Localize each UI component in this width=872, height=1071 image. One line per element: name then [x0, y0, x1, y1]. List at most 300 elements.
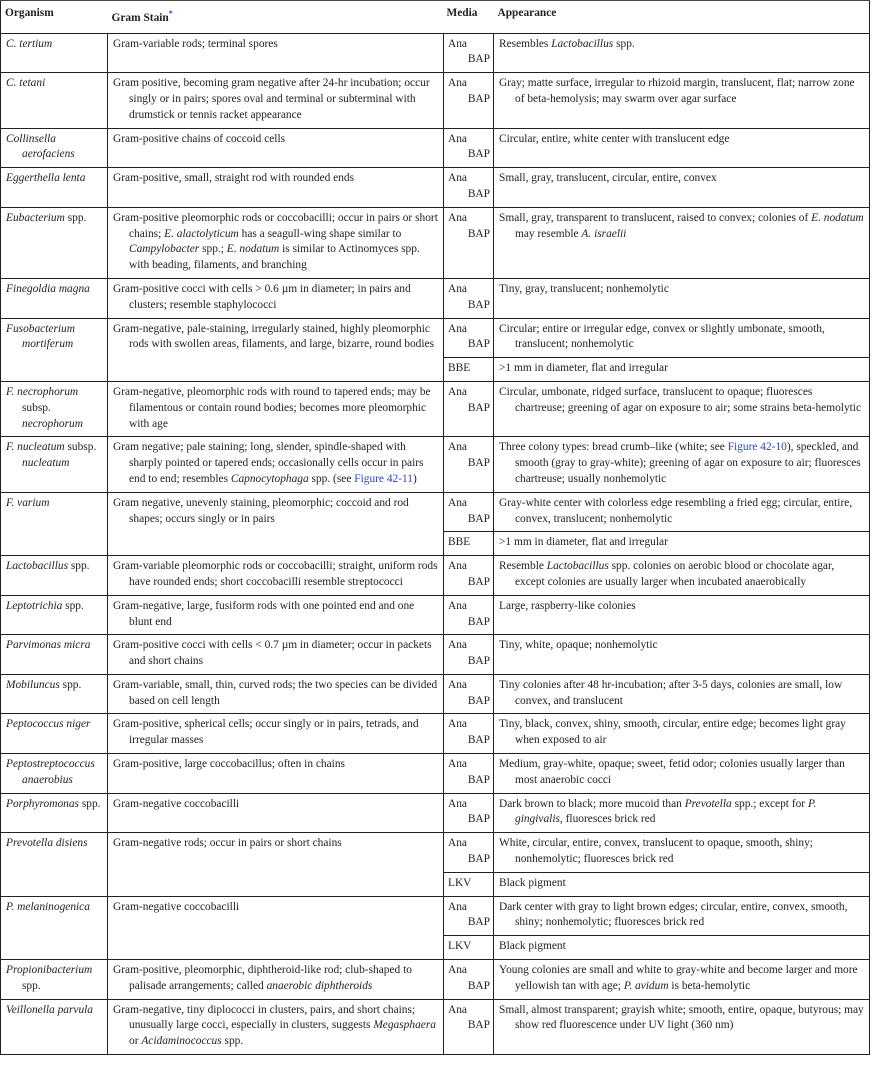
text-run: Gram negative; pale staining; long, slender, spindle-shaped with sharply pointed or tapered ends; occasionally cells occur in pairs end to end; resembles — [113, 441, 424, 485]
italic-text: Leptotrichia — [6, 599, 63, 612]
text-run: or — [129, 1035, 142, 1048]
media-cell — [444, 936, 494, 960]
appearance-text — [499, 171, 865, 187]
gram-stain-cell — [108, 714, 444, 754]
organism-name — [6, 132, 103, 164]
organism-name — [6, 599, 103, 615]
media-cell — [444, 532, 494, 556]
appearance-text — [499, 440, 865, 487]
gram-stain-cell — [108, 492, 444, 555]
appearance-text — [499, 717, 865, 749]
table-row — [1, 168, 870, 208]
appearance-cell — [494, 33, 870, 73]
appearance-cell — [494, 595, 870, 635]
appearance-cell — [494, 381, 870, 436]
gram-stain-text — [113, 638, 439, 670]
media-code: Ana — [448, 77, 467, 90]
appearance-text — [499, 757, 865, 789]
text-run: spp. — [68, 560, 90, 573]
italic-text: E. alactolyticum — [164, 227, 239, 240]
media-code: BAP — [467, 401, 490, 414]
text-run: Gram-positive pleomorphic rods or coccobacilli; occur in pairs or short chains; — [113, 211, 438, 240]
organism-cell — [1, 833, 108, 896]
appearance-text — [499, 559, 865, 591]
gram-stain-text — [113, 599, 439, 631]
text-run: spp. — [59, 678, 82, 691]
italic-text: Lactobacillus — [6, 560, 69, 573]
media-code: BAP — [467, 853, 490, 866]
organism-name — [6, 797, 103, 813]
text-run: Tiny, black, convex, shiny, smooth, circular, entire edge; becomes light gray when exposed to air — [499, 718, 846, 747]
gram-stain-text — [113, 559, 439, 591]
italic-text: Parvimonas micra — [6, 639, 91, 652]
text-run: Gram-positive cocci with cells < 0.7 µm in diameter; occur in packets and short chains — [113, 639, 432, 668]
media-code: BAP — [467, 979, 490, 992]
organism-cell — [1, 754, 108, 794]
media-cell — [444, 896, 494, 936]
appearance-text — [499, 900, 865, 932]
table-row — [1, 381, 870, 436]
media-code: BAP — [467, 187, 490, 200]
media-code: BAP — [467, 734, 490, 747]
media-code: BAP — [467, 53, 490, 66]
media-code: Ana — [448, 1003, 467, 1016]
appearance-text — [499, 836, 865, 868]
italic-text: F. varium — [6, 496, 50, 509]
organism-cell — [1, 318, 108, 381]
media-code: BAP — [467, 512, 490, 525]
table-row — [1, 33, 870, 73]
organism-name — [6, 900, 103, 916]
media-code: BAP — [467, 227, 490, 240]
gram-stain-text — [113, 717, 439, 749]
italic-text: E. nodatum — [226, 243, 280, 256]
media-code: BAP — [467, 694, 490, 707]
text-run: Resembles — [499, 37, 552, 50]
table-row — [1, 793, 870, 833]
organism-name — [6, 559, 103, 575]
gram-stain-text — [113, 37, 439, 53]
organism-cell — [1, 381, 108, 436]
figure-link[interactable]: Figure 42-10 — [727, 441, 787, 454]
text-run: Gram-positive, pleomorphic, diphtheroid-like rod; club-shaped to palisade arrangements; called — [113, 964, 412, 992]
table-row — [1, 896, 870, 936]
text-run: spp.; — [199, 243, 227, 256]
text-run: Circular, umbonate, ridged surface, translucent to opaque; fluoresces chartreuse; greening of agar on exposure to air; some strains beta-hemolytic — [499, 385, 862, 414]
text-run: fluoresces brick red — [562, 813, 656, 826]
organism-name — [6, 385, 103, 432]
text-run: Black pigment — [499, 940, 566, 953]
text-run: Three colony types: bread crumb–like (white; see — [499, 441, 728, 454]
header-organism: Organism — [1, 1, 108, 34]
italic-text: Prevotella disiens — [6, 837, 88, 850]
media-code: Ana — [448, 964, 467, 977]
text-run: Large, raspberry-like colonies — [499, 599, 636, 612]
appearance-text — [499, 132, 865, 148]
media-cell — [444, 674, 494, 714]
gram-stain-text — [113, 836, 439, 852]
organism-name — [6, 638, 103, 654]
gram-stain-text — [113, 282, 439, 314]
table-row — [1, 278, 870, 318]
organism-name — [6, 717, 103, 733]
appearance-text — [499, 322, 865, 354]
text-run: Gram-negative coccobacilli — [113, 797, 240, 810]
text-run: Resemble — [499, 560, 547, 573]
organism-name — [6, 963, 103, 995]
appearance-cell — [494, 318, 870, 358]
media-cell — [444, 437, 494, 492]
text-run: Tiny colonies after 48 hr-incubation; after 3-5 days, colonies are small, low convex, and translucent — [499, 678, 843, 707]
text-run: spp. — [613, 37, 635, 50]
organism-name — [6, 440, 103, 472]
gram-stain-text — [113, 757, 439, 773]
media-code: BBE — [448, 536, 471, 549]
gram-stain-text — [113, 797, 439, 813]
italic-text: Lactobacillus — [551, 37, 614, 50]
italic-text: P. avidum — [623, 979, 669, 992]
gram-stain-cell — [108, 73, 444, 128]
gram-stain-text — [113, 496, 439, 528]
gram-stain-cell — [108, 754, 444, 794]
organism-cell — [1, 793, 108, 833]
media-code: Ana — [448, 37, 467, 50]
appearance-cell — [494, 960, 870, 1000]
media-cell — [444, 492, 494, 532]
text-run: Tiny, white, opaque; nonhemolytic — [499, 639, 658, 652]
header-media: Media — [444, 1, 494, 34]
appearance-cell — [494, 936, 870, 960]
organism-name — [6, 76, 103, 92]
media-code: BAP — [467, 298, 490, 311]
text-run: may resemble — [515, 227, 582, 240]
media-cell — [444, 207, 494, 278]
text-run: Gram-negative, tiny diplococci in clusters, pairs, and short chains; unusually large cocci, especially in clusters, suggests — [113, 1003, 416, 1032]
media-cell — [444, 318, 494, 358]
italic-text: Collinsella aerofaciens — [6, 132, 75, 161]
media-cell — [444, 754, 494, 794]
media-cell — [444, 595, 494, 635]
text-run: Dark center with gray to light brown edges; circular, entire, convex, smooth, shiny; nonhemolytic; fluoresces brick red — [499, 900, 848, 929]
media-cell — [444, 556, 494, 596]
appearance-text — [499, 37, 865, 53]
text-run: spp. colonies on aerobic blood or chocolate agar, except colonies are usually larger when incubated anaerobically — [515, 560, 835, 588]
italic-text: Campylobacter — [129, 243, 200, 256]
appearance-cell — [494, 168, 870, 208]
media-code: Ana — [448, 560, 467, 573]
text-run: Gray-white center with colorless edge resembling a fried egg; circular, entire, convex, translucent; nonhemolytic — [499, 496, 853, 525]
table-row — [1, 833, 870, 873]
appearance-text — [499, 1003, 865, 1035]
text-run: Gray; matte surface, irregular to rhizoid margin, translucent, flat; narrow zone of beta-hemolysis; may swarm over agar surface — [499, 77, 855, 105]
organism-name — [6, 836, 103, 852]
appearance-text — [499, 797, 865, 829]
gram-stain-footnote-link[interactable]: * — [168, 9, 173, 18]
appearance-text — [499, 361, 865, 377]
text-run: spp. — [64, 211, 87, 224]
organism-name — [6, 171, 103, 187]
appearance-cell — [494, 73, 870, 128]
media-code: Ana — [448, 132, 467, 145]
appearance-text — [499, 535, 865, 551]
media-code: BAP — [467, 916, 490, 929]
appearance-text — [499, 282, 865, 298]
table-header — [1, 1, 870, 34]
appearance-cell — [494, 793, 870, 833]
gram-stain-cell — [108, 278, 444, 318]
organism-cell — [1, 960, 108, 1000]
text-run: White, circular, entire, convex, translucent to opaque, smooth, shiny; nonhemolytic; fluoresces brick red — [499, 837, 813, 866]
gram-stain-text — [113, 963, 439, 995]
gram-stain-text — [113, 1003, 439, 1050]
text-run: has a seagull-wing shape similar to — [238, 227, 402, 240]
media-code: BBE — [448, 362, 471, 375]
table-row — [1, 437, 870, 492]
organism-name — [6, 1003, 103, 1019]
italic-text: Mobiluncus — [6, 678, 60, 691]
media-cell — [444, 999, 494, 1054]
text-run: Dark brown to black; more mucoid than — [499, 797, 685, 810]
text-run: Medium, gray-white, opaque; sweet, fetid odor; colonies usually larger than most anaerobic cocci — [499, 758, 845, 786]
organism-cell — [1, 999, 108, 1054]
gram-stain-cell — [108, 437, 444, 492]
italic-text: C. tertium — [6, 37, 53, 50]
media-code: BAP — [467, 457, 490, 470]
gram-stain-cell — [108, 896, 444, 959]
text-run: Gram-negative, pale-staining, irregularly stained, highly pleomorphic rods with swollen areas, filaments, and large, bizarre, round bodies — [113, 322, 435, 351]
text-run: Gram negative, unevenly staining, pleomorphic; coccoid and rod shapes; occurs singly or in pairs — [113, 496, 409, 525]
italic-text: Propionibacterium — [6, 964, 93, 977]
appearance-cell — [494, 437, 870, 492]
media-code: Ana — [448, 496, 467, 509]
media-cell — [444, 128, 494, 168]
organism-cell — [1, 714, 108, 754]
gram-stain-cell — [108, 128, 444, 168]
appearance-cell — [494, 358, 870, 382]
text-run: Gram-positive chains of coccoid cells — [113, 132, 286, 145]
gram-stain-cell — [108, 793, 444, 833]
italic-text: Megasphaera — [373, 1019, 436, 1032]
text-run: is similar to Actinomyces spp. with beading, filaments, and branching — [129, 243, 420, 272]
text-run: spp. — [78, 797, 101, 810]
text-run: Gram positive, becoming gram negative after 24-hr incubation; occur singly or in pairs; spores oval and terminal or subterminal with drumstick or tennis racket appearance — [113, 77, 430, 121]
text-run: Gram-negative, pleomorphic rods with round to tapered ends; may be filamentous or contain round bodies; becomes more pleomorphic with age — [113, 385, 431, 430]
organism-name — [6, 211, 103, 227]
organism-cell — [1, 128, 108, 168]
italic-text: Porphyromonas — [6, 797, 79, 810]
gram-stain-cell — [108, 207, 444, 278]
text-run: ), speckled, and smooth (gray to gray-white); greening of agar on exposure to air; fluoresces chartreuse; usually nonhemolytic — [515, 441, 861, 485]
organism-cell — [1, 168, 108, 208]
appearance-text — [499, 876, 865, 892]
table-body — [1, 33, 870, 1054]
text-run: Gram-positive, spherical cells; occur singly or in pairs, tetrads, and irregular masses — [113, 718, 419, 747]
header-gram-stain-label: Gram Stain — [111, 11, 169, 24]
media-code: Ana — [448, 282, 467, 295]
text-run: >1 mm in diameter, flat and irregular — [499, 536, 668, 549]
organism-cell — [1, 674, 108, 714]
gram-stain-cell — [108, 674, 444, 714]
organism-cell — [1, 278, 108, 318]
gram-stain-cell — [108, 595, 444, 635]
organism-cell — [1, 33, 108, 73]
media-cell — [444, 714, 494, 754]
organism-cell — [1, 896, 108, 959]
media-code: BAP — [467, 615, 490, 628]
text-run: Gram-variable, small, thin, curved rods; the two species can be divided based on cell length — [113, 678, 438, 707]
gram-stain-text — [113, 211, 439, 274]
text-run: Tiny, gray, translucent; nonhemolytic — [499, 282, 669, 295]
media-code: Ana — [448, 441, 467, 454]
gram-stain-cell — [108, 833, 444, 896]
text-run: is beta-hemolytic — [668, 979, 751, 992]
text-run: subsp. — [22, 401, 51, 414]
media-cell — [444, 358, 494, 382]
table-row — [1, 714, 870, 754]
appearance-text — [499, 76, 865, 108]
appearance-text — [499, 496, 865, 528]
organism-cell — [1, 492, 108, 555]
text-run: Gram-negative rods; occur in pairs or short chains — [113, 837, 342, 850]
text-run: Circular, entire, white center with translucent edge — [499, 132, 730, 145]
media-cell — [444, 793, 494, 833]
media-code: BAP — [467, 148, 490, 161]
table-row — [1, 207, 870, 278]
figure-link[interactable]: Figure 42-11 — [354, 472, 413, 485]
italic-text: A. israelii — [581, 227, 627, 240]
italic-text: P. melaninogenica — [6, 900, 90, 913]
text-run: >1 mm in diameter, flat and irregular — [499, 362, 668, 375]
italic-text: Prevotella — [684, 797, 732, 810]
organism-name — [6, 37, 103, 53]
appearance-cell — [494, 896, 870, 936]
italic-text: E. nodatum — [811, 211, 864, 224]
appearance-text — [499, 385, 865, 417]
italic-text: Acidaminococcus — [141, 1035, 222, 1048]
media-code: BAP — [467, 575, 490, 588]
italic-text: F. nucleatum — [6, 441, 65, 454]
media-code: Ana — [448, 900, 467, 913]
text-run: Small, almost transparent; grayish white; smooth, entire, opaque, butyrous; may show red fluorescence under UV light (360 nm) — [499, 1003, 864, 1032]
gram-stain-text — [113, 76, 439, 123]
media-code: BAP — [467, 773, 490, 786]
table-row — [1, 492, 870, 532]
appearance-cell — [494, 754, 870, 794]
text-run: Small, gray, transparent to translucent, raised to convex; colonies of — [499, 211, 812, 224]
gram-stain-cell — [108, 381, 444, 436]
italic-text: necrophorum — [22, 417, 83, 430]
media-cell — [444, 73, 494, 128]
media-cell — [444, 872, 494, 896]
organism-cell — [1, 595, 108, 635]
italic-text: Capnocytophaga — [230, 472, 309, 485]
table-row — [1, 128, 870, 168]
media-code: BAP — [467, 338, 490, 351]
table-row — [1, 960, 870, 1000]
text-run: spp. — [62, 599, 84, 612]
media-code: Ana — [448, 322, 467, 335]
media-cell — [444, 168, 494, 208]
organism-cell — [1, 635, 108, 675]
media-code: BAP — [467, 1019, 490, 1032]
table-row — [1, 556, 870, 596]
media-code: LKV — [448, 876, 472, 889]
text-run: Circular; entire or irregular edge, convex or slightly umbonate, smooth, translucent; nonhemolytic — [499, 322, 825, 351]
appearance-cell — [494, 532, 870, 556]
italic-text: C. tetani — [6, 77, 46, 90]
gram-stain-cell — [108, 168, 444, 208]
media-code: Ana — [448, 837, 467, 850]
table-row — [1, 595, 870, 635]
appearance-cell — [494, 674, 870, 714]
gram-stain-text — [113, 440, 439, 487]
organism-cell — [1, 73, 108, 128]
text-run: Gram-positive cocci with cells > 0.6 µm in diameter; in pairs and clusters; resemble staphylococci — [113, 282, 411, 311]
gram-stain-cell — [108, 999, 444, 1054]
media-code: Ana — [448, 678, 467, 691]
italic-text: Fusobacterium mortiferum — [6, 322, 75, 351]
gram-stain-text — [113, 900, 439, 916]
italic-text: Eggerthella lenta — [6, 172, 86, 185]
appearance-text — [499, 211, 865, 243]
appearance-cell — [494, 278, 870, 318]
text-run: Black pigment — [499, 876, 566, 889]
header-row — [1, 1, 870, 34]
media-code: Ana — [448, 718, 467, 731]
media-cell — [444, 33, 494, 73]
media-cell — [444, 960, 494, 1000]
text-run: Gram-negative, large, fusiform rods with one pointed end and one blunt end — [113, 599, 415, 628]
appearance-cell — [494, 128, 870, 168]
header-appearance: Appearance — [494, 1, 870, 34]
gram-stain-cell — [108, 556, 444, 596]
gram-stain-text — [113, 171, 439, 187]
organism-name — [6, 282, 103, 298]
italic-text: P. gingivalis, — [515, 797, 817, 826]
italic-text: anaerobic diphtheroids — [266, 979, 373, 992]
italic-text: nucleatum — [22, 457, 70, 470]
table-row — [1, 635, 870, 675]
text-run: Gram-positive, large coccobacillus; often in chains — [113, 758, 345, 771]
text-run: subsp. — [64, 441, 97, 454]
gram-stain-text — [113, 385, 439, 432]
media-cell — [444, 833, 494, 873]
text-run: Gram-negative coccobacilli — [113, 900, 240, 913]
text-run: Gram-positive, small, straight rod with rounded ends — [113, 172, 355, 185]
appearance-cell — [494, 872, 870, 896]
text-run: Young colonies are small and white to gray-white and become larger and more yellowish tan with age; — [499, 964, 858, 992]
text-run: spp. — [221, 1035, 244, 1048]
text-run: Gram-variable pleomorphic rods or coccobacilli; straight, uniform rods have rounded ends; short coccobacilli resemble streptococci — [113, 560, 438, 588]
gram-stain-text — [113, 678, 439, 710]
header-gram-stain — [108, 1, 444, 34]
table-row — [1, 999, 870, 1054]
gram-stain-text — [113, 322, 439, 354]
organism-name — [6, 678, 103, 694]
media-cell — [444, 635, 494, 675]
text-run: spp.; except for — [731, 797, 808, 810]
media-cell — [444, 381, 494, 436]
italic-text: F. necrophorum — [6, 385, 79, 398]
organism-name — [6, 496, 103, 512]
appearance-text — [499, 963, 865, 995]
media-code: Ana — [448, 797, 467, 810]
media-cell — [444, 278, 494, 318]
media-code: Ana — [448, 639, 467, 652]
text-run: spp. — [22, 979, 41, 992]
gram-stain-cell — [108, 33, 444, 73]
appearance-text — [499, 939, 865, 955]
